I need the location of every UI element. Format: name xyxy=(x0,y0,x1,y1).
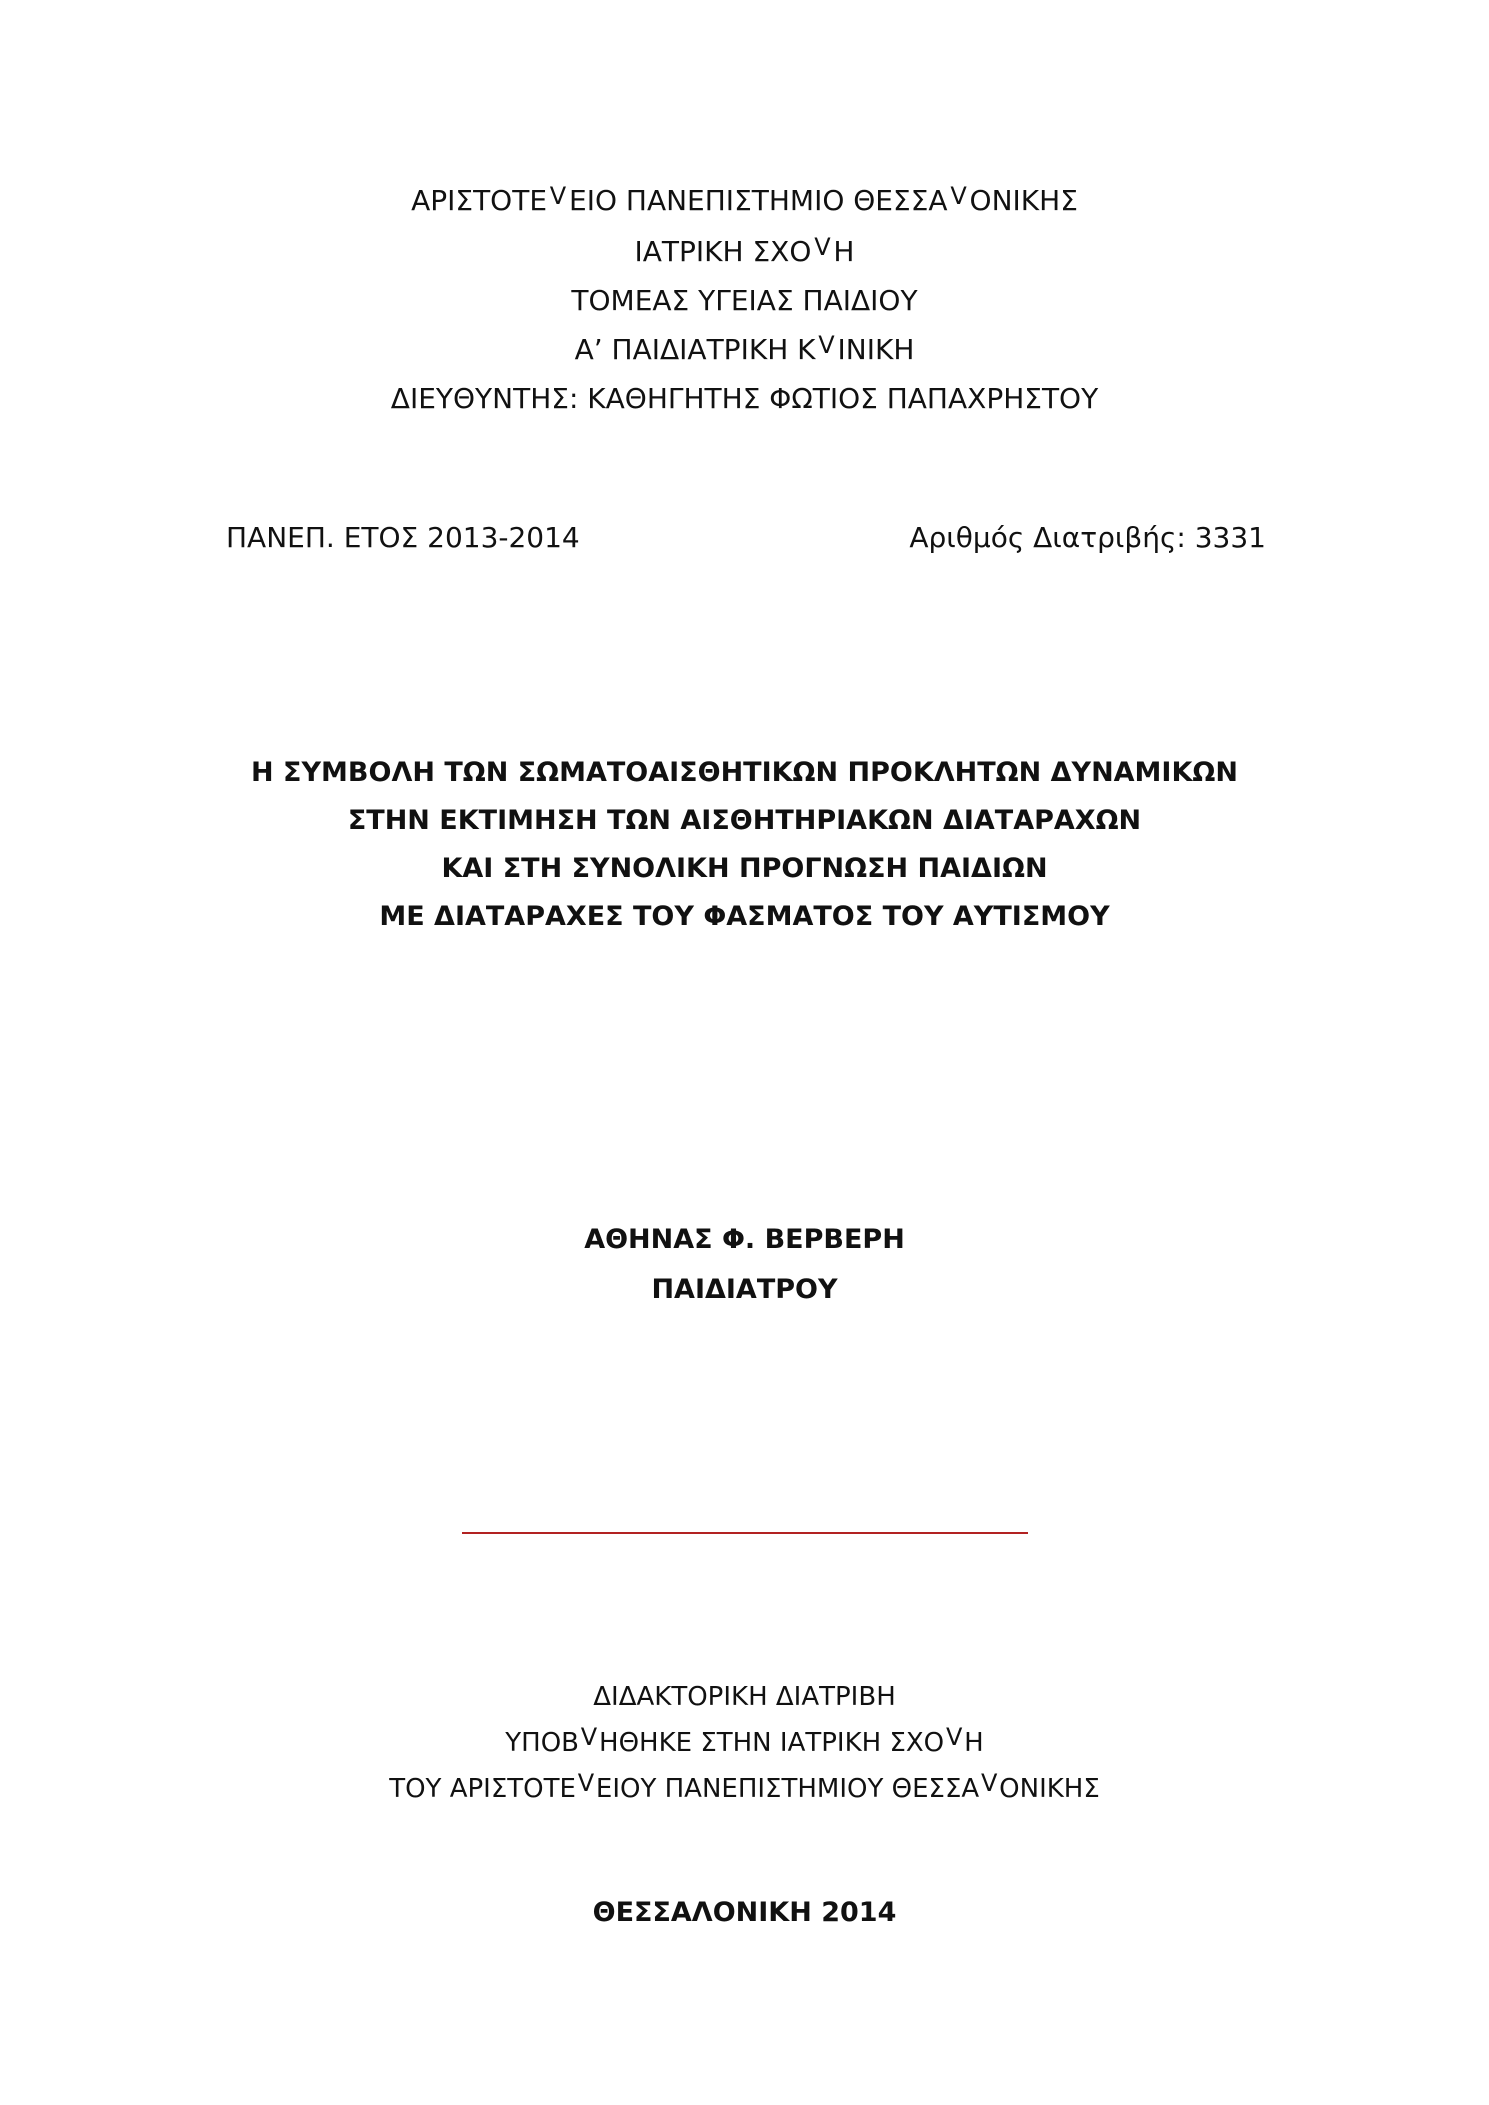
divider-line xyxy=(462,1532,1028,1534)
header-school xyxy=(0,234,1489,270)
submitted-part1: ΥΠΟΒ xyxy=(505,1728,580,1758)
caret-mark: V xyxy=(980,1769,998,1797)
footer-university-part2: ΕΙΟΥ ΠΑΝΕΠΙΣΤΗΜΙΟΥ ΘΕΣΣΑ xyxy=(595,1774,980,1804)
caret-mark: V xyxy=(818,331,835,359)
header-university xyxy=(0,183,1489,219)
footer-university-part1: ΤΟΥ ΑΡΙΣΤΟΤΕ xyxy=(389,1774,576,1804)
header-university-part2: ΕΙΟ ΠΑΝΕΠΙΣΤΗΜΙΟ ΘΕΣΣΑ xyxy=(569,184,948,217)
header-school-part1: ΙΑΤΡΙΚΗ ΣΧΟ xyxy=(634,235,812,268)
title-line: ΣΤΗΝ ΕΚΤΙΜΗΣΗ ΤΩΝ ΑΙΣΘΗΤΗΡΙΑΚΩΝ ΔΙΑΤΑΡΑΧΩΝ xyxy=(347,805,1142,836)
header-university-part1: ΑΡΙΣΤΟΤΕ xyxy=(411,184,548,217)
submitted-line xyxy=(0,1723,1489,1760)
header-director: ΔΙΕΥΘΥΝΤΗΣ: ΚΑΘΗΓΗΤΗΣ ΦΩΤΙΟΣ ΠΑΠΑΧΡΗΣΤΟΥ xyxy=(390,382,1099,415)
footer-university-part3: ΟΝΙΚΗΣ xyxy=(999,1774,1100,1804)
title-line: Η ΣΥΜΒΟΛΗ ΤΩΝ ΣΩΜΑΤΟΑΙΣΘΗΤΙΚΩΝ ΠΡΟΚΛΗΤΩΝ ΔΥΝΑΜΙΚΩΝ xyxy=(251,757,1238,788)
caret-mark: V xyxy=(814,233,831,261)
submitted-part2: ΗΘΗΚΕ ΣΤΗΝ ΙΑΤΡΙΚΗ ΣΧΟ xyxy=(599,1728,945,1758)
academic-year: ΠΑΝΕΠ. ΕΤΟΣ 2013-2014 xyxy=(226,521,580,554)
caret-mark: V xyxy=(950,182,967,210)
title-line: ΚΑΙ ΣΤΗ ΣΥΝΟΛΙΚΗ ΠΡΟΓΝΩΣΗ ΠΑΙΔΙΩΝ xyxy=(441,853,1048,884)
caret-mark: V xyxy=(577,1769,595,1797)
header-school-part2: Η xyxy=(833,235,855,268)
submitted-part3: Η xyxy=(964,1728,984,1758)
header-clinic-part2: ΙΝΙΚΗ xyxy=(837,333,915,366)
place-year: ΘΕΣΣΑΛΟΝΙΚΗ 2014 xyxy=(592,1897,897,1928)
caret-mark: V xyxy=(580,1723,598,1751)
header-university-part3: ΟΝΙΚΗΣ xyxy=(969,184,1078,217)
thesis-type: ΔΙΔΑΚΤΟΡΙΚΗ ΔΙΑΤΡΙΒΗ xyxy=(593,1682,896,1712)
header-clinic-part1: Α’ ΠΑΙΔΙΑΤΡΙΚΗ Κ xyxy=(574,333,816,366)
thesis-number: Αριθμός Διατριβής: 3331 xyxy=(909,521,1266,554)
footer-university xyxy=(0,1769,1489,1806)
caret-mark: V xyxy=(549,182,567,210)
header-clinic xyxy=(0,332,1489,368)
caret-mark: V xyxy=(945,1723,963,1751)
author-role: ΠΑΙΔΙΑΤΡΟΥ xyxy=(651,1274,838,1305)
header-department: ΤΟΜΕΑΣ ΥΓΕΙΑΣ ΠΑΙΔΙΟΥ xyxy=(571,284,918,317)
title-line: ΜΕ ΔΙΑΤΑΡΑΧΕΣ ΤΟΥ ΦΑΣΜΑΤΟΣ ΤΟΥ ΑΥΤΙΣΜΟΥ xyxy=(379,901,1110,932)
author-name: ΑΘΗΝΑΣ Φ. ΒΕΡΒΕΡΗ xyxy=(584,1224,905,1255)
